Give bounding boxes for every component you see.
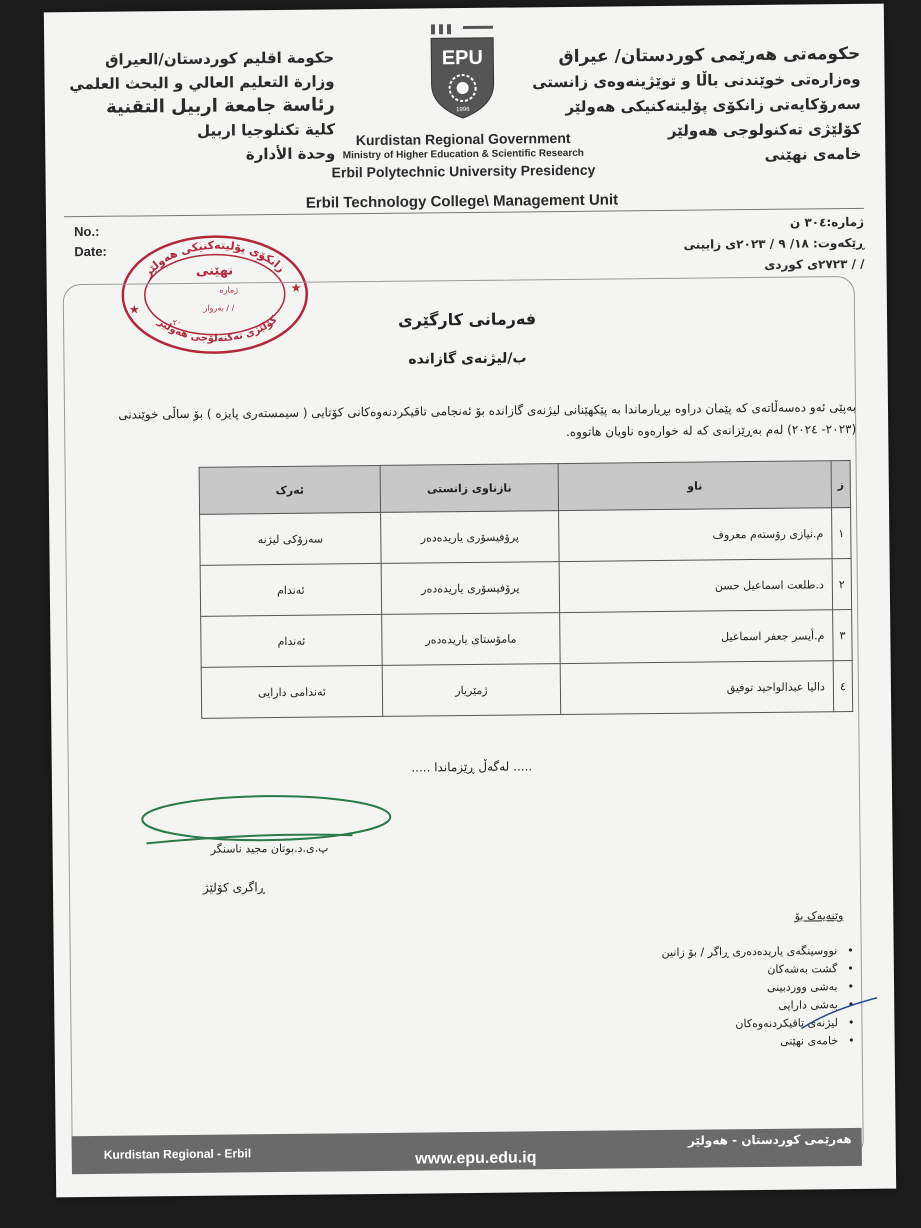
ref-date-kurdish: / / ٢٧٢٣ی کوردی bbox=[764, 256, 865, 272]
unit-line: Erbil Technology College\ Management Unit bbox=[305, 191, 619, 212]
stamp-star-icon: ★ bbox=[128, 302, 140, 317]
kurdish-header-line: سەرۆکایەتی زانکۆی پۆلیتەکنیکی هەولێر bbox=[565, 94, 861, 116]
member-title: پرۆفیسۆری یاریدەدەر bbox=[381, 562, 560, 615]
stamp-top-text: زانکۆی پۆلیتەکنیکی هەولێر bbox=[141, 238, 288, 280]
list-item: • بەشی دارایی bbox=[662, 996, 854, 1016]
footer-website: www.epu.edu.iq bbox=[415, 1149, 537, 1168]
arabic-header bbox=[69, 45, 336, 168]
table-row bbox=[200, 559, 851, 617]
table-header-row bbox=[199, 461, 850, 515]
list-item: • خامەی نهێنی bbox=[663, 1032, 855, 1052]
english-header bbox=[303, 128, 624, 181]
kurdish-header-line: وەزارەتی خوێندنی باڵا و توێژینەوەی زانستی bbox=[532, 69, 861, 92]
footer-left-text: Kurdistan Regional - Erbil bbox=[103, 1146, 252, 1162]
arabic-header-line: رئاسة جامعة اربيل التقنية bbox=[105, 94, 335, 118]
list-item: • بەشی ووردبینی bbox=[662, 978, 854, 998]
stamp-center-text: نهێنی bbox=[195, 263, 234, 279]
kurdish-header-line: خامەی نهێنی bbox=[764, 144, 862, 164]
logo-year: 1996 bbox=[456, 106, 470, 114]
row-number: ٢ bbox=[832, 559, 852, 610]
logo-text: EPU bbox=[441, 46, 483, 70]
table-row bbox=[201, 610, 852, 668]
col-header-number: ز bbox=[831, 461, 850, 508]
kurdish-header-line: حکومەتی هەرێمی کوردستان/ عیراق bbox=[558, 43, 861, 68]
epu-logo bbox=[427, 22, 498, 123]
ref-number: ژمارە:٣٠٤ ن bbox=[789, 214, 865, 230]
member-name: م.أیسر جعفر اسماعیل bbox=[560, 610, 834, 664]
english-header-line: Ministry of Higher Education & Scientific Research bbox=[342, 147, 584, 162]
table-row bbox=[201, 661, 852, 719]
document-title: فەرمانی کارگێری bbox=[397, 309, 537, 330]
arabic-header-line: وحدة الأدارة bbox=[245, 144, 336, 164]
list-item: • لیژنەی تاقیکردنەوەکان bbox=[662, 1014, 854, 1034]
member-role: ئەندام bbox=[200, 563, 382, 616]
stamp-line1: ژمارە bbox=[219, 285, 239, 295]
member-role: ئەندام bbox=[201, 614, 383, 667]
member-role: سەرۆکی لیژنە bbox=[200, 512, 382, 565]
kurdish-header-line: کۆلێژی تەکنولوجی هەولێر bbox=[667, 119, 862, 140]
footer-right-text: هەرێمی کوردستان - هەولێر bbox=[687, 1132, 852, 1148]
no-label: No.: bbox=[74, 223, 100, 240]
member-name: دالیا عبدالواحید توفیق bbox=[560, 661, 834, 715]
member-title: پرۆفیسۆری یاریدەدەر bbox=[381, 511, 560, 564]
member-title: مامۆستای یاریدەدەر bbox=[382, 613, 561, 666]
row-number: ١ bbox=[832, 508, 852, 559]
list-item: • گشت بەشەکان bbox=[662, 960, 854, 980]
date-label: Date: bbox=[74, 243, 107, 260]
stamp-star-icon: ★ bbox=[290, 280, 302, 295]
stamp-line3: ٢٠ bbox=[172, 318, 182, 328]
col-header-name: ناو bbox=[558, 461, 831, 511]
member-role: ئەندامی دارایی bbox=[201, 665, 383, 718]
committee-table bbox=[199, 460, 854, 719]
signer-role: ڕاگری کۆلێژ bbox=[202, 880, 266, 895]
document-subject: ب/لیژنەی گازاندە bbox=[408, 350, 527, 368]
checkmark-icon bbox=[799, 996, 879, 1033]
row-number: ٤ bbox=[833, 661, 853, 712]
document-body: بەپێی ئەو دەسەڵاتەی کە پێمان دراوە بڕیارماندا بە پێکهێنانی لیژنەی گازاندە بۆ ئەنجامی تاقیکردنەوەکانی کۆتایی ( سیمستەری پایزە ) بۆ ساڵی خوێندنی (٢٠٢٣- ٢٠٢٤) لەم بەڕێزانەی کە لە خوارەوە ناویان هاتووە. bbox=[118, 399, 857, 439]
row-number: ٣ bbox=[833, 610, 853, 661]
reference-block bbox=[683, 212, 864, 277]
member-name: م.نیازی رۆستەم معروف bbox=[559, 508, 833, 562]
member-title: ژمێریار bbox=[382, 664, 561, 717]
member-name: د.طلعت اسماعیل حسن bbox=[559, 559, 833, 613]
document-page bbox=[44, 4, 896, 1198]
arabic-header-line: حكومة اقليم كوردستان/العيراق bbox=[104, 48, 335, 69]
col-header-title: نازناوی زانستی bbox=[380, 464, 558, 513]
closing-line: ..... لەگەڵ ڕێزماندا ..... bbox=[411, 759, 533, 775]
arabic-header-line: وزارة التعليم العالي و البحث العلمي bbox=[69, 72, 335, 94]
stamp-line2: بەروار / / bbox=[203, 303, 235, 313]
col-header-role: ئەرک bbox=[199, 465, 380, 514]
table-row bbox=[200, 508, 851, 566]
english-header-line: Erbil Polytechnic University Presidency bbox=[331, 161, 596, 181]
copy-to-label: وێنەیەک بۆ bbox=[794, 909, 844, 923]
list-item: • نووسینگەی یاریدەدەری ڕاگر / بۆ زانین bbox=[662, 942, 854, 962]
arabic-header-line: كلية تكنلوجيا اربيل bbox=[196, 120, 336, 140]
stamp-bottom-text: کۆلێژی تەکنەلۆجی هەولێر bbox=[155, 314, 280, 345]
english-header-line: Kurdistan Regional Government bbox=[355, 129, 571, 149]
ref-date: ڕێکەوت: ١٨/ ٩ / ٢٠٢٣ی زایینی bbox=[683, 235, 865, 252]
signer-name: پ.ی.د.بوتان مجید ناسنگر bbox=[210, 841, 329, 856]
